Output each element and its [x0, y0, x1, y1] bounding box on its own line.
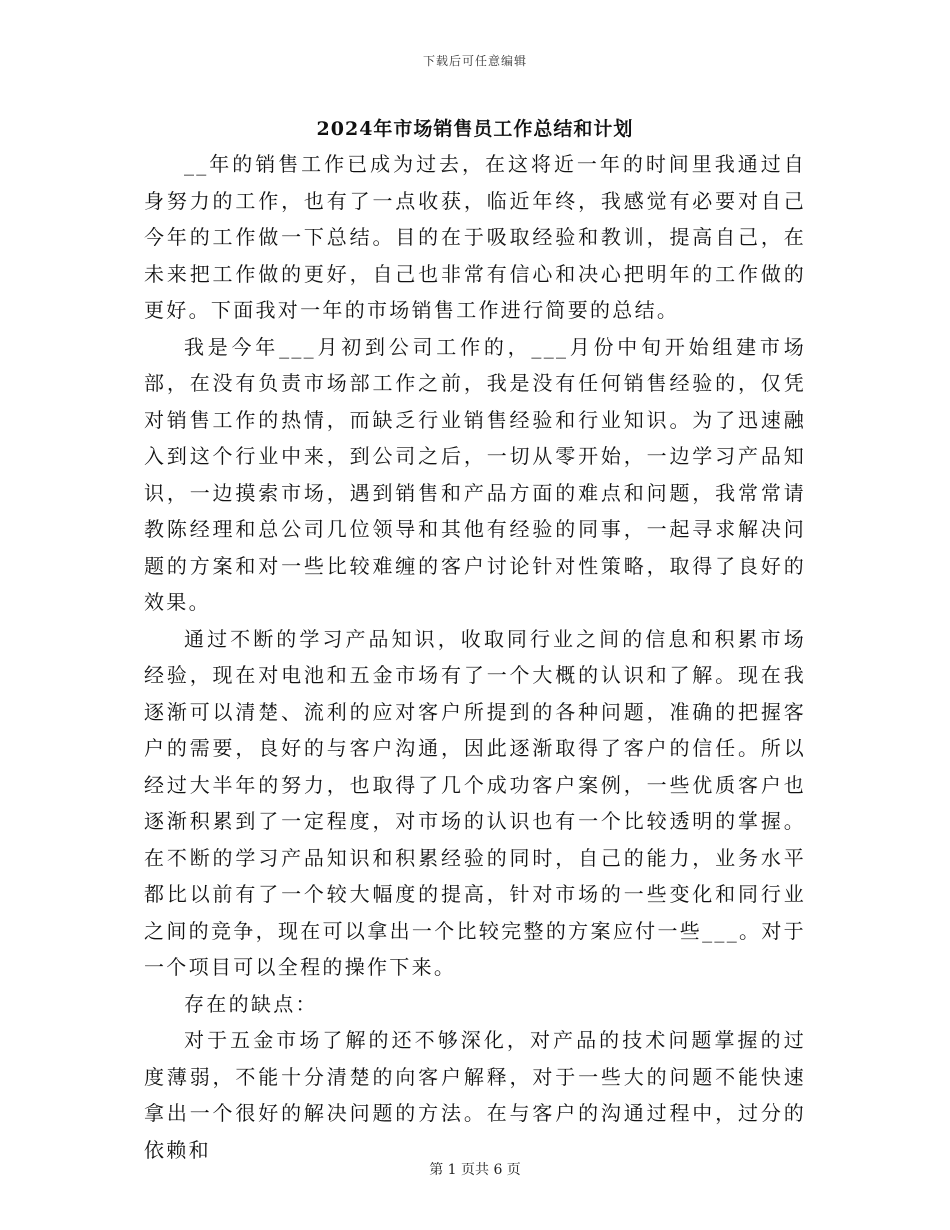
page-header-note: 下载后可任意编辑 [422, 54, 527, 68]
page-footer-indicator: 第 1 页共 6 页 [429, 1162, 521, 1178]
document-title: 2024年市场销售员工作总结和计划 [316, 118, 634, 140]
paragraph-background: 我是今年___月初到公司工作的，___月份中旬开始组建市场部，在没有负责市场部工作之前，我是没有任何销售经验的，仅凭对销售工作的热情，而缺乏行业销售经验和行业知识。为了迅速融入到这个行业中来，到公司之后，一切从零开始，一边学习产品知识，一边摸索市场，遇到销售和产品方面的难点和问题，我常常请教陈经理和总公司几位领导和其他有经验的同事，一起寻求解决问题的方案和对一些比较难缠的客户讨论针对性策略，取得了良好的效果。 [144, 334, 806, 614]
paragraph-intro: __年的销售工作已成为过去，在这将近一年的时间里我通过自身努力的工作，也有了一点收获，临近年终，我感觉有必要对自己今年的工作做一下总结。目的在于吸取经验和教训，提高自己，在未来把工作做的更好，自己也非常有信心和决心把明年的工作做的更好。下面我对一年的市场销售工作进行简要的总结。 [144, 152, 806, 322]
paragraph-shortcomings: 对于五金市场了解的还不够深化，对产品的技术问题掌握的过度薄弱，不能十分清楚的向客户解释，对于一些大的问题不能快速拿出一个很好的解决问题的方法。在与客户的沟通过程中，过分的依赖和 [144, 1028, 806, 1162]
paragraph-shortcomings-heading: 存在的缺点： [184, 991, 318, 1016]
document-body [144, 146, 806, 1168]
paragraph-achievements: 通过不断的学习产品知识，收取同行业之间的信息和积累市场经验，现在对电池和五金市场有了一个大概的认识和了解。现在我逐渐可以清楚、流利的应对客户所提到的各种问题，准确的把握客户的需要，良好的与客户沟通，因此逐渐取得了客户的信任。所以经过大半年的努力，也取得了几个成功客户案例，一些优质客户也逐渐积累到了一定程度，对市场的认识也有一个比较透明的掌握。在不断的学习产品知识和积累经验的同时，自己的能力，业务水平都比以前有了一个较大幅度的提高，针对市场的一些变化和同行业之间的竞争，现在可以拿出一个比较完整的方案应付一些___。对于一个项目可以全程的操作下来。 [144, 626, 806, 979]
